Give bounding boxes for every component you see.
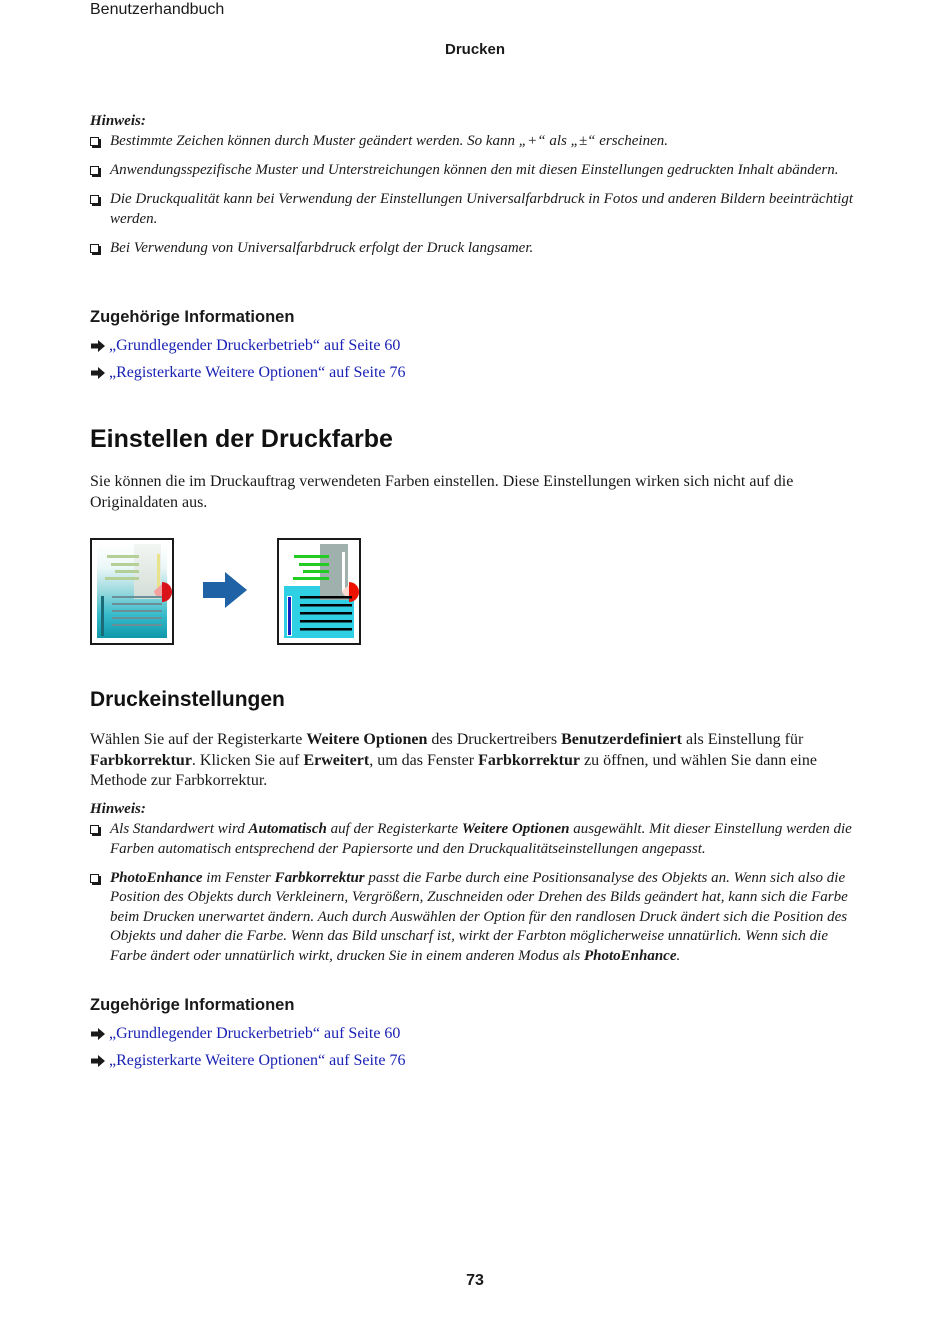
note-text: auf der Registerkarte [326, 821, 462, 837]
related-info-heading: Zugehörige Informationen [90, 308, 295, 326]
section-intro: Sie können die im Druckauftrag verwendeten Farben einstellen. Diese Einstellungen wirken sich nicht auf die Originaldaten aus. [90, 473, 794, 511]
page-number: 73 [466, 1272, 484, 1289]
note-item [90, 869, 860, 967]
paragraph-text: , um das Fenster [369, 751, 479, 769]
note-item [90, 132, 860, 152]
checkbox-bullet-icon [90, 195, 99, 204]
note-item [90, 161, 860, 181]
note-heading: Hinweis: [90, 113, 146, 129]
arrow-right-icon [90, 366, 106, 380]
paragraph-text: des Druckertreibers [427, 731, 562, 748]
related-link-row [90, 335, 400, 357]
note-text: ausgewählt. Mit dieser Einstellung werden die Farben automatisch entsprechend der Papiersorte und den Druckqualitätseinstellungen angepasst. [110, 821, 852, 857]
checkbox-bullet-icon [90, 166, 99, 175]
ui-term: PhotoEnhance [583, 947, 677, 964]
section-title: Einstellen der Druckfarbe [90, 425, 393, 453]
manual-title: Benutzerhandbuch [90, 1, 225, 18]
note-list [90, 132, 860, 268]
related-info-heading: Zugehörige Informationen [90, 996, 295, 1014]
paragraph-text: zu öffnen, und wählen Sie dann eine Methode zur Farbkorrektur. [90, 751, 817, 789]
ui-term: Farbkorrektur [478, 751, 580, 769]
note-text: Bestimmte Zeichen können durch Muster geändert werden. So kann „+“ als „±“ erscheinen. [110, 133, 668, 149]
note-text: Anwendungsspezifische Muster und Unterstreichungen können den mit diesen Einstellungen gedruckten Inhalt abändern. [110, 162, 839, 178]
settings-paragraph [90, 730, 860, 792]
arrow-right-icon [90, 1027, 106, 1041]
note-text: Die Druckqualität kann bei Verwendung der Einstellungen Universalfarbdruck in Fotos und anderen Bildern beeinträchtigt werden. [110, 191, 854, 227]
link-registerkarte-weitere-optionen[interactable]: „Registerkarte Weitere Optionen“ auf Seite 76 [109, 364, 406, 381]
ui-term: Automatisch [248, 821, 327, 837]
arrow-right-icon [90, 339, 106, 353]
note-text: . [676, 947, 681, 964]
link-registerkarte-weitere-optionen[interactable]: „Registerkarte Weitere Optionen“ auf Seite 76 [109, 1052, 406, 1069]
related-link-row [90, 362, 406, 384]
link-grundlegender-druckerbetrieb[interactable]: „Grundlegender Druckerbetrieb“ auf Seite 60 [109, 337, 401, 354]
note-item [90, 239, 860, 259]
chapter-title: Drucken [444, 41, 506, 58]
note-heading: Hinweis: [90, 801, 146, 817]
ui-term: Farbkorrektur [90, 751, 192, 769]
arrow-right-icon [90, 1054, 106, 1068]
paragraph-text: Wählen Sie auf der Registerkarte [90, 731, 307, 748]
ui-term: Erweitert [303, 751, 370, 769]
note-text: Als Standardwert wird [110, 821, 249, 837]
page-after-icon [278, 539, 360, 644]
note-item [90, 190, 860, 229]
ui-term: Benutzerdefiniert [561, 731, 682, 748]
color-adjustment-illustration [90, 538, 362, 646]
arrow-right-icon [203, 572, 247, 608]
note-text: im Fenster [202, 869, 275, 886]
related-link-row [90, 1023, 400, 1045]
note-item [90, 820, 860, 859]
link-grundlegender-druckerbetrieb[interactable]: „Grundlegender Druckerbetrieb“ auf Seite 60 [109, 1025, 401, 1042]
related-link-row [90, 1050, 406, 1072]
paragraph-text: . Klicken Sie auf [191, 751, 304, 769]
checkbox-bullet-icon [90, 244, 99, 253]
checkbox-bullet-icon [90, 825, 99, 834]
ui-term: Farbkorrektur [274, 869, 365, 886]
ui-term: Weitere Optionen [306, 731, 428, 748]
ui-term: Weitere Optionen [461, 821, 570, 837]
note-list [90, 820, 860, 976]
ui-term: PhotoEnhance [110, 869, 203, 886]
note-text: Bei Verwendung von Universalfarbdruck erfolgt der Druck langsamer. [110, 239, 534, 256]
checkbox-bullet-icon [90, 874, 99, 883]
subsection-title: Druckeinstellungen [90, 688, 285, 711]
note-text: passt die Farbe durch eine Positionsanalyse des Objekts an. Wenn sich also die Position des Objekts durch Verkleinern, Vergrößern, Zuschneiden oder Drehen des Bilds geändert hat, kann sich die Farbe beim Drucken unerwartet ändern. Auch durch Auswählen der Option für den randlosen Druck ändert sich die Position des Objekts und daher die Farbe. Wenn das Bild unscharf ist, wirkt der Farbton möglicherweise unnatürlich. Wenn sich die Farbe ändert oder unnatürlich wirkt, drucken Sie in einem anderen Modus als [110, 869, 848, 964]
paragraph-text: als Einstellung für [681, 731, 804, 748]
page-before-icon [91, 539, 173, 644]
checkbox-bullet-icon [90, 137, 99, 146]
